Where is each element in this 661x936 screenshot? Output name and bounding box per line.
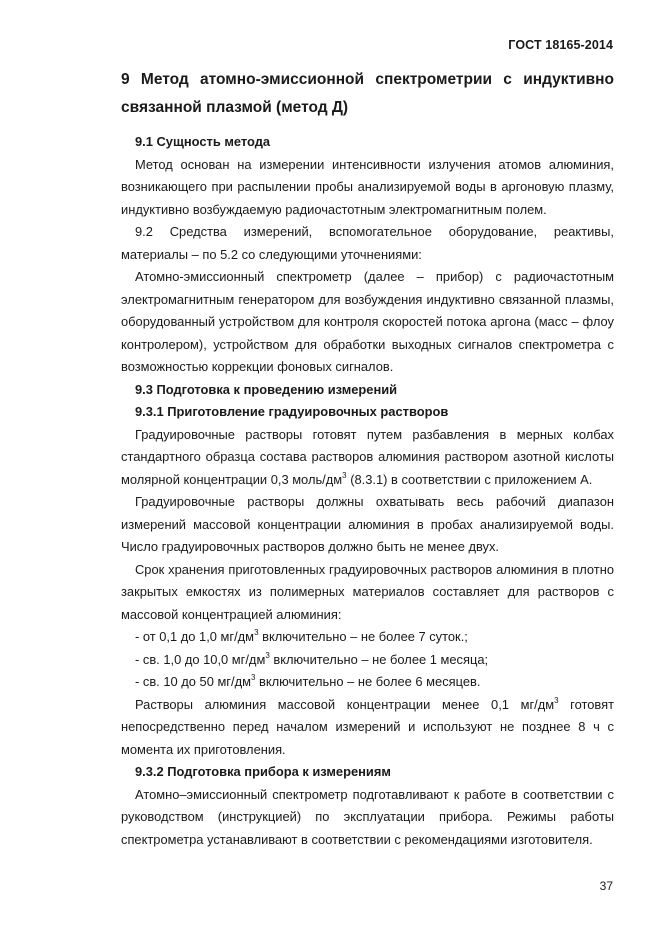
subsection-heading-9-3-1: 9.3.1 Приготовление градуировочных растворов (135, 404, 449, 419)
page-number: 37 (599, 879, 613, 893)
paragraph-spectrometer-description: Атомно-эмиссионный спектрометр (далее – прибор) с радиочастотным электромагнитным генератором для возбуждения индуктивно связанной плазмы, оборудованный устройством для контроля скоростей потока аргона (масс – флоу контролером), устройством для обработки выходных сигналов спектрометра с возможностью коррекции фоновых сигналов. (121, 269, 614, 374)
paragraph-low-concentration: Растворы алюминия массовой концентрации менее 0,1 $мг/дм^3$ готовят непосредственно перед началом измерений и используют не позднее 8 ч с момента их приготовления. (121, 695, 614, 757)
subsection-heading-9-3-2: 9.3.2 Подготовка прибора к измерениям (135, 764, 391, 779)
paragraph-instrument-preparation: Атомно–эмиссионный спектрометр подготавливают к работе в соответствии с руководством (инструкцией) по эксплуатации прибора. Режимы работы спектрометра устанавливают в соответствии с рекомендациями изготовителя. (121, 786, 614, 847)
paragraph-calibration-range: Градуировочные растворы должны охватывать весь рабочий диапазон измерений массовой концентрации алюминия в пробах анализируемой воды. Число градуировочных растворов должно быть не менее двух. (121, 494, 614, 554)
paragraph-measuring-instruments: 9.2 Средства измерений, вспомогательное оборудование, реактивы, материалы – по 5.2 со следующими уточнениями: (121, 224, 614, 262)
paragraph-storage-period: Срок хранения приготовленных градуировочных растворов алюминия в плотно закрытых емкостях из полимерных материалов составляет для растворов с массовой концентрацией алюминия: (121, 561, 614, 622)
document-body (121, 131, 614, 851)
paragraph-calibration-preparation: Градуировочные растворы готовят путем разбавления в мерных колбах стандартного образца состава растворов алюминия раствором азотной кислоты молярной концентрации 0,3 моль/$дм^3$ (8.3.1) в соответствии с приложением А. (121, 426, 614, 487)
subsection-heading-9-3: 9.3 Подготовка к проведению измерений (135, 381, 398, 397)
paragraph-method-essence: Метод основан на измерении интенсивности излучения атомов алюминия, возникающего при распылении пробы анализируемой воды в аргоновую плазму, индуктивно возбуждаемую радиочастотным электромагнитным полем. (121, 156, 614, 217)
list-item: - от 0,1 до 1,0 $мг/дм^3$ включительно – не более 7 суток.; (135, 628, 468, 644)
subsection-heading-9-1: 9.1 Сущность метода (135, 134, 271, 149)
document-code-header: ГОСТ 18165-2014 (508, 38, 613, 52)
list-item: - св. 1,0 до 10,0 $мг/дм^3$ включительно – не более 1 месяца; (135, 650, 489, 667)
section-title: 9 Метод атомно-эмиссионной спектрометрии с индуктивно связанной плазмой (метод Д) (121, 71, 614, 116)
list-item: - св. 10 до 50 $мг/дм^3$ включительно – не более 6 месяцев. (135, 673, 481, 689)
